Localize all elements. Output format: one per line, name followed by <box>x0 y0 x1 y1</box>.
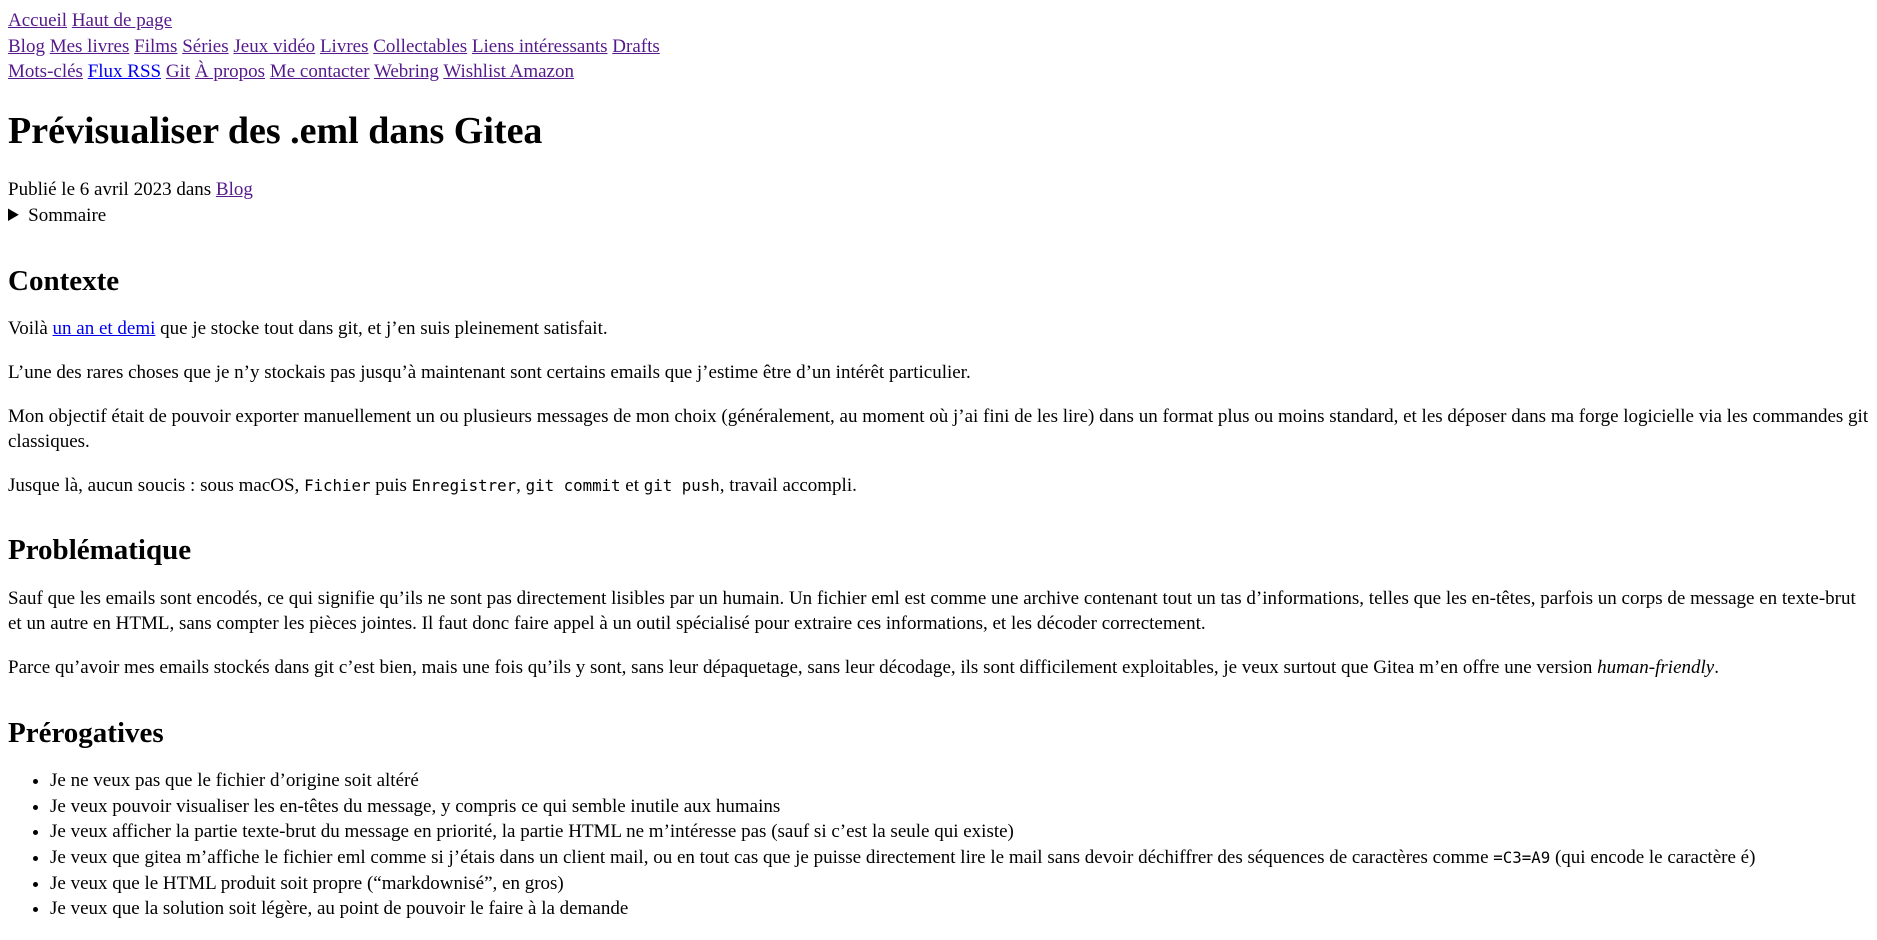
text-run: Je veux que la solution soit légère, au point de pouvoir le faire à la demande <box>50 898 629 920</box>
nav-link[interactable]: Séries <box>182 35 229 57</box>
inline-link[interactable]: un an et demi <box>52 318 156 340</box>
nav-link[interactable]: Mots-clés <box>8 61 83 83</box>
text-run: . <box>1714 657 1719 679</box>
nav-link[interactable]: Flux RSS <box>87 61 162 83</box>
text-run: Je veux afficher la partie texte-brut du message en priorité, la partie HTML ne m’intéresse pas (sauf si c’est la seule qui existe) <box>50 821 1014 843</box>
section-heading: Prérogatives <box>8 716 164 749</box>
paragraph <box>8 586 1869 637</box>
text-run: Mon objectif était de pouvoir exporter manuellement un ou plusieurs messages de mon choix (généralement, au moment où j’ai fini de les lire) dans un format plus ou moins standard, et les déposer dans ma forge logicielle via les commandes git classiques. <box>8 405 1869 453</box>
text-run: , <box>516 474 526 496</box>
text-run: Voilà <box>8 318 53 340</box>
nav-link[interactable]: Jeux vidéo <box>233 35 316 57</box>
text-run: , travail accompli. <box>719 474 857 496</box>
section-heading: Contexte <box>8 264 120 297</box>
byline <box>8 177 1869 203</box>
paragraph <box>8 316 1869 342</box>
nav-link[interactable]: À propos <box>194 61 266 83</box>
paragraph <box>8 404 1869 455</box>
paragraph <box>8 655 1869 681</box>
text-run: que je stocke tout dans git, et j’en suis pleinement satisfait. <box>155 318 608 340</box>
text-run: Je ne veux pas que le fichier d’origine soit altéré <box>50 770 419 792</box>
nav-row <box>8 59 1869 85</box>
inline-link[interactable]: Blog <box>215 178 253 200</box>
nav-link[interactable]: Accueil <box>8 10 68 31</box>
nav-link[interactable]: Films <box>134 35 178 57</box>
bullet-list <box>8 768 1869 922</box>
nav-link[interactable]: Git <box>165 61 191 83</box>
nav-link[interactable]: Drafts <box>612 35 660 57</box>
toc-summary[interactable]: Sommaire <box>28 205 107 227</box>
nav-link[interactable]: Blog <box>8 35 45 57</box>
code-span: Fichier <box>304 475 371 495</box>
nav-link[interactable]: Me contacter <box>269 61 370 83</box>
text-run: Sauf que les emails sont encodés, ce qui signifie qu’ils ne sont pas directement lisibles par un humain. Un fichier eml est comme une archive contenant tout un tas d’informations, telles que les en-têtes, parfois un corps de message en texte-brut et un autre en HTML, sans compter les pièces jointes. Il faut donc faire appel à un outil spécialisé pour extraire ces informations, et les décoder correctement. <box>8 587 1856 635</box>
article-body <box>8 265 1869 922</box>
nav-link[interactable]: Livres <box>319 35 369 57</box>
emphasis-text: human-friendly <box>1597 657 1715 679</box>
nav-link[interactable]: Mes livres <box>49 35 130 57</box>
code-span: Enregistrer <box>411 475 517 495</box>
text-run: Jusque là, aucun soucis : sous macOS, <box>8 474 305 496</box>
site-nav <box>8 8 1869 85</box>
nav-row <box>8 8 1869 34</box>
code-span: =C3=A9 <box>1493 847 1551 867</box>
nav-link[interactable]: Collectables <box>373 35 468 57</box>
list-item <box>50 794 1869 820</box>
nav-link[interactable]: Liens intéressants <box>471 35 608 57</box>
section-heading: Problématique <box>8 534 192 567</box>
list-item <box>50 819 1869 845</box>
list-item <box>50 768 1869 794</box>
text-run: Je veux que le HTML produit soit propre (“markdownisé”, en gros) <box>50 872 564 894</box>
nav-row <box>8 34 1869 60</box>
text-run: Publié le 6 avril 2023 dans <box>8 178 216 200</box>
paragraph <box>8 360 1869 386</box>
page-title: Prévisualiser des .eml dans Gitea <box>8 109 543 152</box>
toc-details <box>8 203 1869 229</box>
nav-link[interactable]: Haut de page <box>71 10 173 31</box>
nav-link[interactable]: Wishlist Amazon <box>443 61 574 83</box>
list-item <box>50 845 1869 871</box>
text-run: L’une des rares choses que je n’y stockais pas jusqu’à maintenant sont certains emails que j’estime être d’un intérêt particulier. <box>8 361 971 383</box>
code-span: git commit <box>525 475 621 495</box>
blog-article <box>8 110 1869 922</box>
code-span: git push <box>643 475 720 495</box>
list-item <box>50 896 1869 922</box>
nav-link[interactable]: Webring <box>373 61 439 83</box>
text-run: Je veux pouvoir visualiser les en-têtes du message, y compris ce qui semble inutile aux humains <box>50 795 781 817</box>
text-run: Parce qu’avoir mes emails stockés dans git c’est bien, mais une fois qu’ils y sont, sans leur dépaquetage, sans leur décodage, ils sont difficilement exploitables, je veux surtout que Gitea m’en offre une version <box>8 657 1598 679</box>
text-run: (qui encode le caractère é) <box>1550 846 1756 868</box>
list-item <box>50 871 1869 897</box>
text-run: et <box>620 474 644 496</box>
text-run: Je veux que gitea m’affiche le fichier eml comme si j’étais dans un client mail, ou en tout cas que je puisse directement lire le mail sans devoir déchiffrer des séquences de caractères comme <box>50 846 1494 868</box>
text-run: puis <box>370 474 412 496</box>
paragraph <box>8 473 1869 499</box>
